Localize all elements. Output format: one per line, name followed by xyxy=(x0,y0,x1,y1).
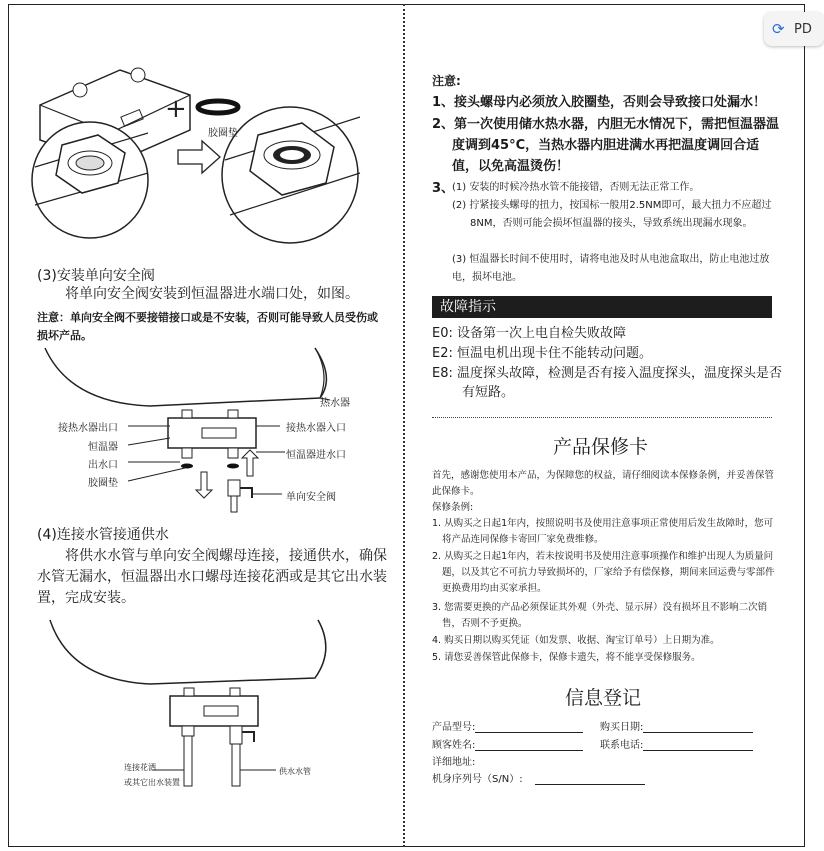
warranty-title: 产品保修卡 xyxy=(553,436,649,458)
supply-pipe-label: 供水水管 xyxy=(279,767,311,776)
svg-text:+: + xyxy=(165,94,187,124)
note-3-1: (1) 安装的时候冷热水管不能接错，否则无法正常工作。 xyxy=(452,182,700,193)
customer-name-field[interactable] xyxy=(475,739,583,751)
thermostat-label: 恒温器 xyxy=(88,442,118,453)
note-3-3: (3) 恒温器长时间不使用时，请将电池及时从电池盒取出，防止电池过放电，损坏电池。 xyxy=(452,254,770,283)
outlet-label: 出水口 xyxy=(88,460,118,471)
section-3-body: 将单向安全阀安装到恒温器进水端口处，如图。 xyxy=(65,286,359,302)
fold-divider xyxy=(403,4,405,847)
warranty-subtitle: 保修条例: xyxy=(432,502,474,513)
info-registration-title: 信息登记 xyxy=(565,687,642,709)
shower-label-2: 或其它出水装置 xyxy=(124,778,180,787)
form-row-name xyxy=(432,736,583,751)
thermostat-inlet-label: 恒温器进水口 xyxy=(286,450,346,461)
note-3-prefix: 3、 xyxy=(432,181,455,196)
heater-label: 热水器 xyxy=(320,398,350,409)
form-row-phone xyxy=(600,736,753,751)
pdf-translate-button[interactable] xyxy=(764,12,824,46)
section-3-title: (3)安装单向安全阀 xyxy=(37,268,155,284)
gasket-label: 胶圈垫 xyxy=(208,128,238,139)
purchase-date-label: 购买日期: xyxy=(600,722,644,733)
fault-e8: E8: 温度探头故障，检测是否有接入温度探头，温度探头是否有短路。 xyxy=(432,366,782,400)
phone-field[interactable] xyxy=(643,739,753,751)
section-4-body: 将供水水管与单向安全阀螺母连接，接通供水，确保水管无漏水，恒温器出水口螺母连接花洒或是其它出水装置，完成安装。 xyxy=(37,548,387,606)
warranty-item-4: 4. 购买日期以购买凭证（如发票、收据、淘宝订单号）上日期为准。 xyxy=(432,635,720,646)
warranty-item-3: 3. 您需要更换的产品必须保证其外观（外壳、显示屏）没有损坏且不影响二次销售，否则不予更换。 xyxy=(432,602,768,629)
warranty-item-1: 1. 从购买之日起1年内，按照说明书及使用注意事项正常使用后发生故障时，您可将产品连同保修卡寄回厂家免费维修。 xyxy=(432,518,774,545)
form-row-model xyxy=(432,718,583,733)
note-1: 1、接头螺母内必须放入胶圈垫，否则会导致接口处漏水！ xyxy=(432,95,767,110)
gasket-label-2: 胶圈垫 xyxy=(88,478,118,489)
section-divider xyxy=(432,417,772,418)
gasket-install-figure xyxy=(30,55,370,265)
fault-e0: E0: 设备第一次上电自检失败故障 xyxy=(432,326,626,341)
form-row-date xyxy=(600,718,753,733)
form-row-address xyxy=(432,753,475,768)
pdf-button-label: PD xyxy=(794,21,812,37)
purchase-date-field[interactable] xyxy=(643,721,753,733)
note-3-2: (2) 拧紧接头螺母的扭力，按国标一般用2.5NM即可，最大扭力不应超过8NM，否则可能会损坏恒温器的接头，导致系统出现漏水现象。 xyxy=(452,200,772,229)
serial-label: 机身序列号（S/N）: xyxy=(432,774,523,785)
model-label: 产品型号: xyxy=(432,722,476,733)
phone-label: 联系电话: xyxy=(600,740,644,751)
warranty-item-2: 2. 从购买之日起1年内，若未按说明书及使用注意事项操作和维护出现人为质量问题，以及其它不可抗力导致损坏的，厂家给予有偿保修，期间来回运费与零部件更换费用均由买家承担。 xyxy=(432,551,775,594)
form-row-serial xyxy=(432,770,645,785)
serial-field[interactable] xyxy=(535,773,645,785)
warranty-intro: 首先，感谢您使用本产品，为保障您的权益，请仔细阅读本保修条例，并妥善保管此保修卡。 xyxy=(432,470,775,497)
fault-e2: E2: 恒温电机出现卡住不能转动问题。 xyxy=(432,346,652,361)
warranty-item-5: 5. 请您妥善保管此保修卡，保修卡遗失，将不能享受保修服务。 xyxy=(432,652,701,663)
note-2: 2、第一次使用储水热水器，内胆无水情况下，需把恒温器温度调到45°C，当热水器内胆进满水再把温度调回合适值，以免高温烫伤！ xyxy=(432,117,780,174)
customer-name-label: 顾客姓名: xyxy=(432,740,476,751)
address-label: 详细地址: xyxy=(432,757,476,768)
model-field[interactable] xyxy=(475,721,583,733)
hot-outlet-label: 接热水器出口 xyxy=(58,423,118,434)
valve-label: 单向安全阀 xyxy=(286,492,336,503)
supply-connection-figure xyxy=(30,620,370,790)
section-4-title: (4)连接水管接通供水 xyxy=(37,527,169,543)
note-heading: 注意: xyxy=(432,74,461,88)
section-3-note: 注意：单向安全阀不要接错接口或是不安装，否则可能导致人员受伤或损坏产品。 xyxy=(37,311,378,342)
fault-section-header: 故障指示 xyxy=(432,296,772,318)
shower-label-1: 连接花洒 xyxy=(124,763,156,772)
hot-inlet-label: 接热水器入口 xyxy=(286,423,346,434)
translate-icon: ⟳ xyxy=(772,20,785,38)
